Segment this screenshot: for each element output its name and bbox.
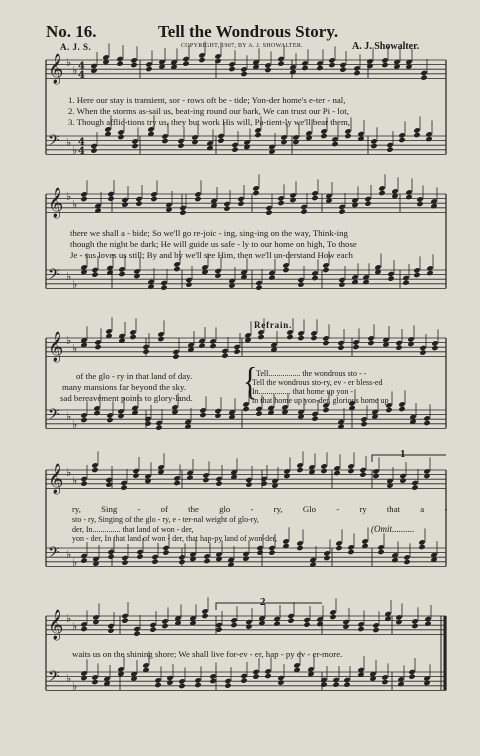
note-head: [133, 268, 140, 274]
system2-verse2: though the night be dark; He will guide us safe - ly to our home on high, To those: [70, 239, 357, 249]
note-head: [413, 127, 420, 133]
note-head: [217, 137, 224, 143]
note-head: [347, 463, 354, 469]
note-head: [173, 261, 180, 267]
note-head: [331, 136, 338, 142]
note-head: [344, 128, 351, 134]
note-head: [311, 415, 318, 421]
note-head: [430, 198, 437, 204]
note-head: [198, 342, 205, 348]
flat-icon: ♭: [72, 144, 78, 157]
note-head: [268, 148, 275, 154]
system5-line1: waits us on the shining shore; We shall live for-ev - er, hap - py ev - er-more.: [72, 649, 343, 659]
flat-icon: ♭: [66, 672, 72, 685]
note-head: [252, 185, 259, 191]
treble-clef-icon: 𝄞: [48, 610, 64, 640]
note-head: [166, 679, 173, 685]
note-head: [399, 477, 406, 483]
note-head: [230, 617, 237, 623]
note-head: [425, 131, 432, 137]
note-head: [339, 66, 346, 72]
note-head: [424, 620, 431, 626]
note-head: [179, 209, 186, 215]
note-head: [173, 475, 180, 481]
note-head: [150, 191, 157, 197]
note-head: [372, 622, 379, 628]
note-head: [347, 544, 354, 550]
note-head: [289, 192, 296, 198]
note-head: [431, 340, 438, 346]
time-signature: 4: [78, 70, 85, 81]
note-head: [366, 58, 373, 64]
note-head: [293, 662, 300, 668]
note-head: [320, 128, 327, 134]
note-head: [151, 558, 158, 564]
note-head: [157, 331, 164, 337]
system2-verse3: Je - sus loves us still; By and by we'll see Him, then we'll un-derstand How each: [70, 250, 353, 260]
note-head: [378, 185, 385, 191]
note-head: [185, 281, 192, 287]
note-head: [282, 262, 289, 268]
note-head: [252, 673, 259, 679]
note-head: [337, 423, 344, 429]
note-head: [106, 412, 113, 418]
note-head: [231, 146, 238, 152]
note-head: [280, 134, 287, 140]
note-head: [303, 621, 310, 627]
note-head: [342, 623, 349, 629]
flat-icon: ♭: [66, 136, 72, 149]
note-head: [202, 472, 209, 478]
flat-icon: ♭: [72, 474, 78, 487]
flat-icon: ♭: [72, 556, 78, 569]
note-head: [257, 329, 264, 335]
note-head: [92, 560, 99, 566]
note-head: [91, 462, 98, 468]
composer-credit: A. J. Showalter.: [352, 41, 420, 52]
note-head: [165, 206, 172, 212]
note-head: [361, 538, 368, 544]
note-head: [362, 274, 369, 280]
note-head: [132, 472, 139, 478]
note-head: [80, 480, 87, 486]
note-head: [80, 412, 87, 418]
note-head: [367, 335, 374, 341]
flat-icon: ♭: [66, 334, 72, 347]
note-head: [80, 191, 87, 197]
refrain-line4: in that home up yon-der, glorious home up: [252, 396, 389, 405]
note-head: [90, 147, 97, 153]
note-head: [405, 189, 412, 195]
note-head: [311, 190, 318, 196]
note-head: [408, 673, 415, 679]
note-head: [316, 616, 323, 622]
refrain-label: Refrain.: [254, 320, 293, 330]
note-head: [182, 60, 189, 66]
flat-icon: ♭: [66, 270, 72, 283]
bass-clef-icon: 𝄢: [48, 668, 60, 689]
note-head: [255, 410, 262, 416]
note-head: [338, 281, 345, 287]
note-head: [386, 146, 393, 152]
note-head: [178, 678, 185, 684]
hymn-title: Tell the Wondrous Story.: [158, 22, 339, 41]
note-head: [360, 416, 367, 422]
note-head: [320, 463, 327, 469]
flat-icon: ♭: [66, 410, 72, 423]
note-head: [214, 272, 221, 278]
note-head: [282, 538, 289, 544]
note-head: [397, 676, 404, 682]
note-head: [289, 64, 296, 70]
omit-instruction: (Omit..........: [371, 524, 415, 534]
note-head: [209, 338, 216, 344]
note-head: [337, 344, 344, 350]
note-head: [147, 283, 154, 289]
note-head: [377, 544, 384, 550]
treble-clef-icon: 𝄞: [48, 54, 64, 84]
note-head: [328, 57, 335, 63]
note-head: [418, 539, 425, 545]
note-head: [423, 415, 430, 421]
note-head: [228, 61, 235, 67]
note-head: [329, 609, 336, 615]
note-head: [80, 670, 87, 676]
note-head: [191, 134, 198, 140]
note-head: [292, 134, 299, 140]
note-head: [386, 482, 393, 488]
note-head: [416, 196, 423, 202]
note-head: [395, 344, 402, 350]
note-head: [120, 484, 127, 490]
refrain-line2: Tell the wondrous sto-ry, ev - er bless-ed: [252, 378, 383, 387]
time-signature: 4: [78, 61, 85, 72]
note-head: [411, 484, 418, 490]
note-head: [104, 126, 111, 132]
note-head: [277, 679, 284, 685]
note-head: [413, 267, 420, 273]
time-signature: 4: [78, 146, 85, 157]
note-head: [237, 200, 244, 206]
second-ending-number: 2: [260, 596, 266, 608]
note-head: [310, 330, 317, 336]
note-head: [387, 275, 394, 281]
note-head: [130, 57, 137, 63]
note-head: [90, 67, 97, 73]
note-head: [352, 339, 359, 345]
note-head: [297, 330, 304, 336]
note-head: [240, 66, 247, 72]
note-head: [117, 129, 124, 135]
note-head: [309, 561, 316, 567]
note-head: [333, 465, 340, 471]
hymn-number: No. 16.: [46, 22, 97, 41]
note-head: [160, 284, 167, 290]
note-head: [107, 553, 114, 559]
note-head: [242, 555, 249, 561]
note-head: [271, 482, 278, 488]
note-head: [316, 60, 323, 66]
note-head: [245, 623, 252, 629]
note-head: [343, 681, 350, 687]
note-head: [268, 549, 275, 555]
system4-line1: ry, Sing - of the glo - ry, Glo - ry that a -: [72, 504, 448, 514]
note-head: [402, 279, 409, 285]
system3-verse2: many mansions far beyond the sky.: [62, 382, 187, 392]
note-head: [311, 270, 318, 276]
note-head: [118, 266, 125, 272]
copyright-notice: COPYRIGHT, 1907, BY A. J. SHOWALTER.: [181, 43, 303, 49]
flat-icon: ♭: [66, 56, 72, 69]
note-head: [381, 674, 388, 680]
note-head: [221, 352, 228, 358]
note-head: [107, 195, 114, 201]
system2-verse1: there we shall a - bide; So we'll go re-joic - ing, sing-ing on the way, Think-ing: [70, 228, 348, 238]
note-head: [201, 608, 208, 614]
time-signature: 4: [78, 137, 85, 148]
note-head: [370, 138, 377, 144]
note-head: [121, 201, 128, 207]
note-head: [92, 614, 99, 620]
flat-icon: ♭: [66, 190, 72, 203]
note-head: [243, 139, 250, 145]
note-head: [223, 205, 230, 211]
note-head: [224, 682, 231, 688]
note-head: [155, 424, 162, 430]
note-head: [322, 262, 329, 268]
flat-icon: ♭: [66, 548, 72, 561]
note-head: [411, 618, 418, 624]
note-head: [256, 549, 263, 555]
note-head: [423, 675, 430, 681]
flat-icon: ♭: [72, 680, 78, 693]
note-head: [296, 540, 303, 546]
note-head: [194, 191, 201, 197]
note-head: [131, 138, 138, 144]
note-head: [149, 626, 156, 632]
first-ending-number: 1: [400, 448, 406, 460]
system4-line2: sto - ry, Singing of the glo - ry, e - ter-nal weight of glo-ry,: [72, 515, 259, 524]
note-head: [273, 620, 280, 626]
note-head: [398, 132, 405, 138]
note-head: [255, 284, 262, 290]
note-head: [372, 468, 379, 474]
system4-line4: yon - der, In that land of won - der, that hap-py land of won-der,: [72, 534, 277, 543]
note-head: [105, 328, 112, 334]
bass-clef-icon: 𝄢: [48, 266, 60, 287]
note-head: [300, 208, 307, 214]
note-head: [332, 681, 339, 687]
bass-clef-icon: 𝄢: [48, 544, 60, 565]
note-head: [161, 133, 168, 139]
note-head: [93, 405, 100, 411]
note-head: [121, 617, 128, 623]
note-head: [426, 265, 433, 271]
note-head: [351, 197, 358, 203]
note-head: [395, 614, 402, 620]
flat-icon: ♭: [72, 278, 78, 291]
system1-verse2: 2. When the storms as-sail us, beat-ing round our bark, We can trust our Pi - lot,: [68, 106, 349, 116]
note-head: [364, 200, 371, 206]
note-head: [194, 677, 201, 683]
note-head: [91, 271, 98, 277]
note-head: [215, 480, 222, 486]
first-ending-bracket: [372, 455, 446, 462]
note-head: [357, 621, 364, 627]
flat-icon: ♭: [72, 198, 78, 211]
lyricist-credit: A. J. S.: [60, 42, 92, 52]
note-head: [117, 408, 124, 414]
treble-clef-icon: 𝄞: [48, 188, 64, 218]
note-head: [286, 329, 293, 335]
note-head: [268, 274, 275, 280]
note-head: [338, 208, 345, 214]
note-head: [145, 61, 152, 67]
bass-clef-icon: 𝄢: [48, 132, 60, 153]
note-head: [245, 481, 252, 487]
note-head: [198, 52, 205, 58]
note-head: [186, 474, 193, 480]
note-head: [147, 126, 154, 132]
treble-clef-icon: 𝄞: [48, 332, 64, 362]
flat-icon: ♭: [72, 418, 78, 431]
note-head: [254, 127, 261, 133]
note-head: [323, 550, 330, 556]
note-head: [353, 65, 360, 71]
note-head: [297, 281, 304, 287]
note-head: [144, 420, 151, 426]
note-head: [283, 468, 290, 474]
note-head: [359, 471, 366, 477]
note-head: [423, 468, 430, 474]
system1-verse3: 3. Though afflic-tions try us, they but work His will, Pa-tient-ly we'll bear them,: [68, 117, 350, 127]
note-head: [94, 207, 101, 213]
note-head: [184, 423, 191, 429]
note-head: [144, 473, 151, 479]
second-ending-bracket: [216, 603, 322, 610]
note-head: [107, 627, 114, 633]
verse-brace: {: [243, 360, 258, 404]
note-head: [206, 140, 213, 146]
note-head: [94, 339, 101, 345]
bass-clef-icon: 𝄢: [48, 406, 60, 427]
flat-icon: ♭: [72, 342, 78, 355]
system3-verse3: sad bereavement points to glory-land.: [60, 393, 193, 403]
refrain-line1: Tell................ the wondrous sto - -: [256, 369, 367, 378]
note-head: [161, 618, 168, 624]
note-head: [287, 617, 294, 623]
note-head: [91, 674, 98, 680]
note-head: [154, 677, 161, 683]
note-head: [133, 630, 140, 636]
note-head: [264, 668, 271, 674]
note-head: [135, 200, 142, 206]
note-head: [260, 480, 267, 486]
note-head: [203, 553, 210, 559]
note-head: [265, 209, 272, 215]
note-head: [80, 621, 87, 627]
note-head: [214, 53, 221, 59]
note-head: [80, 557, 87, 563]
treble-clef-icon: 𝄞: [48, 464, 64, 494]
note-head: [301, 60, 308, 66]
note-head: [277, 195, 284, 201]
note-head: [227, 561, 234, 567]
note-head: [233, 348, 240, 354]
note-head: [419, 349, 426, 355]
note-head: [320, 681, 327, 687]
note-head: [177, 142, 184, 148]
system1-verse1: 1. Here our stay is transient, sor - rows oft be - tide; Yon-der home's e-ter - nal,: [68, 95, 346, 105]
note-head: [296, 462, 303, 468]
note-head: [116, 60, 123, 66]
note-head: [189, 551, 196, 557]
note-head: [142, 662, 149, 668]
flat-icon: ♭: [66, 612, 72, 625]
note-head: [335, 540, 342, 546]
note-head: [351, 274, 358, 280]
note-head: [407, 336, 414, 342]
note-head: [420, 74, 427, 80]
flat-icon: ♭: [72, 620, 78, 633]
note-head: [381, 57, 388, 63]
note-head: [162, 549, 169, 555]
note-head: [214, 412, 221, 418]
note-head: [391, 552, 398, 558]
refrain-line3: In................ that home up yon -: [252, 387, 354, 396]
system4-line3: der, In.............. that land of won - der,: [72, 525, 194, 534]
note-head: [228, 282, 235, 288]
note-head: [129, 329, 136, 335]
note-head: [398, 401, 405, 407]
flat-icon: ♭: [72, 64, 78, 77]
note-head: [322, 335, 329, 341]
note-head: [121, 559, 128, 565]
note-head: [403, 554, 410, 560]
note-head: [240, 677, 247, 683]
note-head: [136, 553, 143, 559]
note-head: [215, 551, 222, 557]
flat-icon: ♭: [66, 466, 72, 479]
system3-verse1: of the glo - ry in that land of day.: [76, 371, 193, 381]
note-head: [199, 407, 206, 413]
note-head: [172, 353, 179, 359]
note-head: [264, 62, 271, 68]
note-head: [277, 60, 284, 66]
